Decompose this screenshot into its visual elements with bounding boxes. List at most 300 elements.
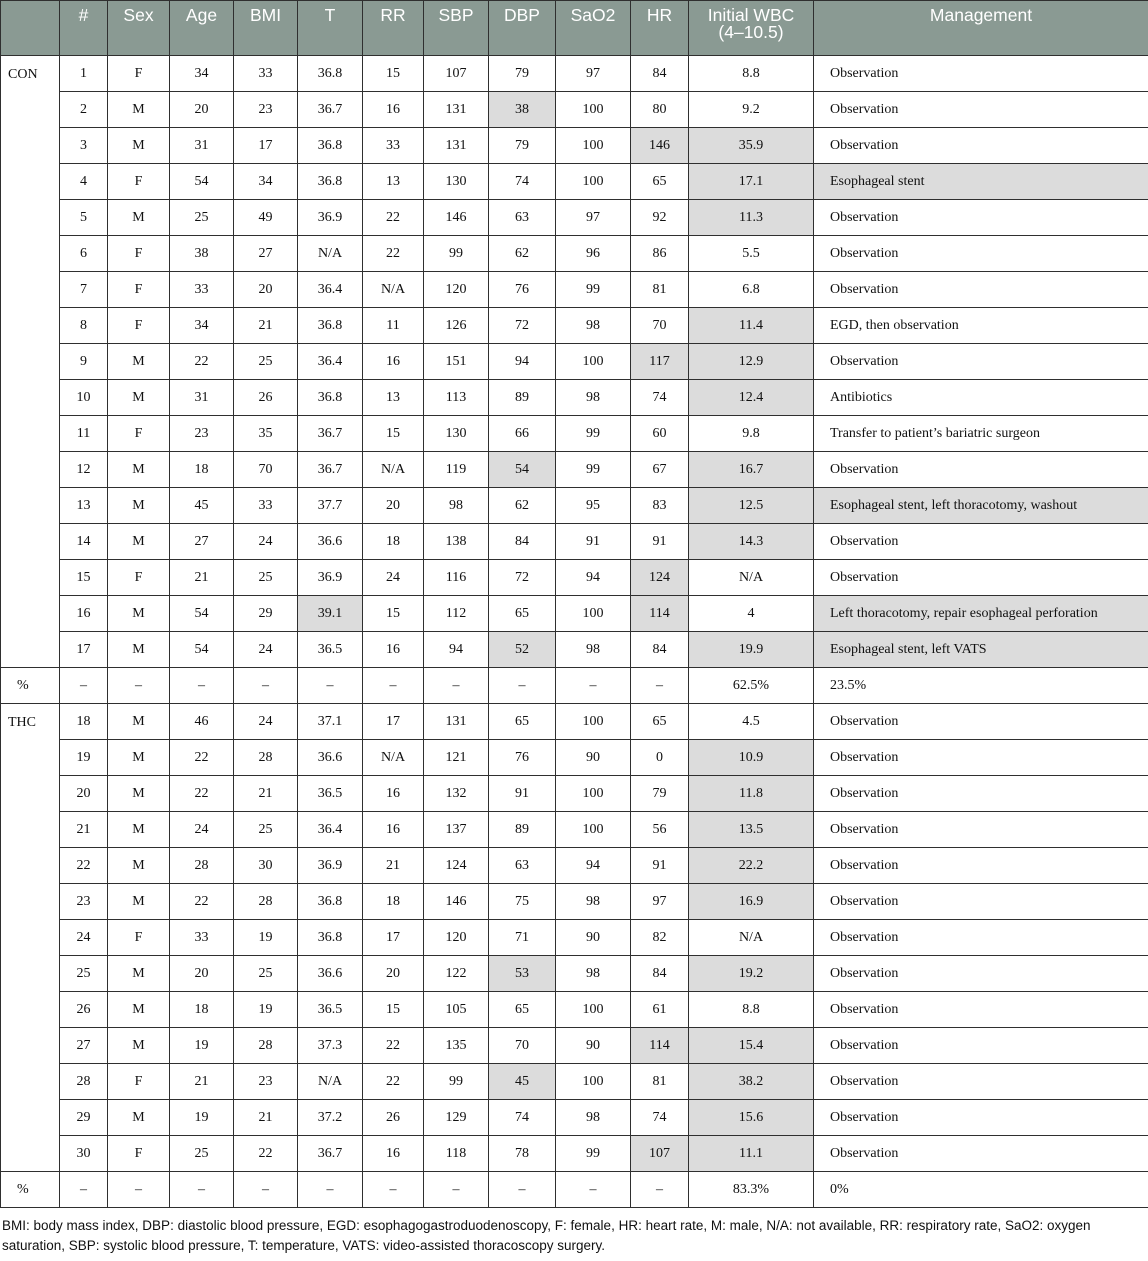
table-cell: 1 — [60, 56, 108, 92]
table-cell: 3 — [60, 128, 108, 164]
table-cell: 29 — [234, 596, 298, 632]
table-cell: 2 — [60, 92, 108, 128]
table-cell: 36.4 — [298, 272, 363, 308]
table-cell: 11.1 — [689, 1136, 814, 1172]
management-cell: Observation — [814, 272, 1148, 308]
table-cell: 31 — [170, 380, 234, 416]
table-cell: F — [108, 560, 170, 596]
table-cell: 17 — [234, 128, 298, 164]
table-cell: 11 — [60, 416, 108, 452]
table-cell: 76 — [489, 740, 556, 776]
table-row — [1, 812, 1148, 848]
table-cell: 36.5 — [298, 992, 363, 1028]
table-cell: 12.4 — [689, 380, 814, 416]
table-cell: 27 — [170, 524, 234, 560]
percent-cell: – — [108, 1172, 170, 1208]
table-cell: 20 — [363, 956, 424, 992]
table-cell: 22 — [363, 1028, 424, 1064]
table-row — [1, 1100, 1148, 1136]
table-cell: F — [108, 1136, 170, 1172]
percent-cell: – — [556, 668, 631, 704]
table-cell: 36.8 — [298, 884, 363, 920]
table-cell: 15 — [363, 992, 424, 1028]
table-cell: 90 — [556, 1028, 631, 1064]
table-cell: 65 — [489, 596, 556, 632]
table-cell: 19 — [234, 920, 298, 956]
table-cell: 46 — [170, 704, 234, 740]
table-cell: 121 — [424, 740, 489, 776]
percent-row — [1, 668, 1148, 704]
table-cell: 54 — [170, 632, 234, 668]
table-cell: 25 — [234, 344, 298, 380]
table-cell: 20 — [234, 272, 298, 308]
table-cell: N/A — [689, 560, 814, 596]
table-cell: M — [108, 1028, 170, 1064]
percent-label: % — [1, 668, 60, 704]
table-cell: 100 — [556, 344, 631, 380]
column-header: Initial WBC (4–10.5) — [689, 1, 814, 56]
table-cell: F — [108, 164, 170, 200]
table-cell: 33 — [234, 488, 298, 524]
table-cell: 33 — [170, 272, 234, 308]
table-cell: 23 — [170, 416, 234, 452]
table-cell: 38 — [170, 236, 234, 272]
table-cell: 117 — [631, 344, 689, 380]
table-cell: 4.5 — [689, 704, 814, 740]
table-cell: 36.5 — [298, 776, 363, 812]
table-cell: 28 — [234, 884, 298, 920]
table-cell: 124 — [631, 560, 689, 596]
group-label: THC — [1, 704, 60, 1172]
table-cell: 12.5 — [689, 488, 814, 524]
table-cell: 22 — [234, 1136, 298, 1172]
table-cell: 25 — [170, 1136, 234, 1172]
table-cell: 60 — [631, 416, 689, 452]
percent-cell: 0% — [814, 1172, 1148, 1208]
table-cell: 98 — [556, 308, 631, 344]
table-cell: 100 — [556, 812, 631, 848]
table-cell: 9.2 — [689, 92, 814, 128]
table-row — [1, 92, 1148, 128]
management-cell: Observation — [814, 56, 1148, 92]
management-cell: Observation — [814, 812, 1148, 848]
table-cell: M — [108, 956, 170, 992]
table-cell: 27 — [234, 236, 298, 272]
percent-cell: – — [60, 1172, 108, 1208]
percent-cell: – — [489, 1172, 556, 1208]
table-cell: 9.8 — [689, 416, 814, 452]
table-cell: M — [108, 488, 170, 524]
table-cell: 91 — [556, 524, 631, 560]
table-cell: 21 — [234, 1100, 298, 1136]
table-cell: 29 — [60, 1100, 108, 1136]
table-cell: 122 — [424, 956, 489, 992]
table-cell: 65 — [489, 992, 556, 1028]
table-cell: 26 — [363, 1100, 424, 1136]
table-cell: 36.8 — [298, 164, 363, 200]
table-cell: 100 — [556, 992, 631, 1028]
table-cell: 146 — [631, 128, 689, 164]
table-row — [1, 632, 1148, 668]
column-header — [1, 1, 60, 56]
table-cell: 23 — [234, 92, 298, 128]
table-cell: 54 — [170, 596, 234, 632]
table-cell: 0 — [631, 740, 689, 776]
table-cell: 16 — [363, 776, 424, 812]
table-cell: 131 — [424, 128, 489, 164]
table-cell: 8 — [60, 308, 108, 344]
table-cell: M — [108, 92, 170, 128]
table-cell: 25 — [170, 200, 234, 236]
table-cell: 13 — [363, 380, 424, 416]
table-cell: 18 — [60, 704, 108, 740]
table-cell: 74 — [631, 380, 689, 416]
table-cell: 63 — [489, 200, 556, 236]
table-cell: 23 — [60, 884, 108, 920]
management-cell: Observation — [814, 200, 1148, 236]
table-cell: 36.6 — [298, 524, 363, 560]
table-cell: 53 — [489, 956, 556, 992]
table-cell: 98 — [556, 632, 631, 668]
table-cell: 67 — [631, 452, 689, 488]
table-cell: M — [108, 452, 170, 488]
table-cell: 89 — [489, 812, 556, 848]
table-row — [1, 704, 1148, 740]
table-cell: M — [108, 776, 170, 812]
table-row — [1, 596, 1148, 632]
table-cell: M — [108, 992, 170, 1028]
table-cell: 36.7 — [298, 1136, 363, 1172]
table-cell: 119 — [424, 452, 489, 488]
table-cell: 16 — [363, 344, 424, 380]
table-cell: 54 — [489, 452, 556, 488]
table-cell: 22 — [170, 344, 234, 380]
table-cell: 34 — [170, 308, 234, 344]
table-cell: M — [108, 200, 170, 236]
table-cell: 151 — [424, 344, 489, 380]
management-cell: Observation — [814, 1100, 1148, 1136]
table-row — [1, 56, 1148, 92]
management-cell: Observation — [814, 524, 1148, 560]
table-cell: 90 — [556, 920, 631, 956]
table-cell: 137 — [424, 812, 489, 848]
table-cell: 91 — [631, 848, 689, 884]
table-cell: 34 — [234, 164, 298, 200]
percent-cell: 23.5% — [814, 668, 1148, 704]
table-cell: 5.5 — [689, 236, 814, 272]
percent-cell: – — [298, 1172, 363, 1208]
table-cell: 81 — [631, 272, 689, 308]
table-cell: 80 — [631, 92, 689, 128]
management-cell: Observation — [814, 848, 1148, 884]
table-cell: 19.9 — [689, 632, 814, 668]
table-cell: 131 — [424, 704, 489, 740]
management-cell: Esophageal stent, left VATS — [814, 632, 1148, 668]
table-cell: 13.5 — [689, 812, 814, 848]
percent-cell: – — [234, 668, 298, 704]
table-cell: 83 — [631, 488, 689, 524]
management-cell: Observation — [814, 920, 1148, 956]
table-cell: 72 — [489, 308, 556, 344]
table-cell: 27 — [60, 1028, 108, 1064]
table-cell: M — [108, 1100, 170, 1136]
table-cell: 23 — [234, 1064, 298, 1100]
table-cell: 21 — [234, 776, 298, 812]
table-cell: 15.6 — [689, 1100, 814, 1136]
table-body — [1, 56, 1148, 1208]
table-cell: 22 — [170, 776, 234, 812]
percent-label: % — [1, 1172, 60, 1208]
table-cell: 20 — [363, 488, 424, 524]
table-cell: 146 — [424, 884, 489, 920]
table-cell: 113 — [424, 380, 489, 416]
table-cell: 132 — [424, 776, 489, 812]
table-cell: 49 — [234, 200, 298, 236]
table-cell: 92 — [631, 200, 689, 236]
table-cell: 54 — [170, 164, 234, 200]
table-cell: 98 — [556, 1100, 631, 1136]
table-cell: F — [108, 1064, 170, 1100]
table-cell: 21 — [234, 308, 298, 344]
table-cell: 81 — [631, 1064, 689, 1100]
column-header: SaO2 — [556, 1, 631, 56]
table-cell: 97 — [631, 884, 689, 920]
table-cell: 36.6 — [298, 956, 363, 992]
table-cell: 15 — [363, 56, 424, 92]
table-cell: 74 — [489, 164, 556, 200]
table-cell: 84 — [631, 632, 689, 668]
table-cell: M — [108, 632, 170, 668]
management-cell: Esophageal stent — [814, 164, 1148, 200]
table-row — [1, 1064, 1148, 1100]
table-cell: 22 — [170, 740, 234, 776]
management-cell: Observation — [814, 992, 1148, 1028]
table-cell: 16 — [363, 812, 424, 848]
table-row — [1, 1136, 1148, 1172]
table-row — [1, 956, 1148, 992]
percent-cell: – — [424, 668, 489, 704]
table-cell: 25 — [60, 956, 108, 992]
table-cell: 72 — [489, 560, 556, 596]
table-row — [1, 236, 1148, 272]
table-cell: 25 — [234, 956, 298, 992]
table-cell: 36.8 — [298, 920, 363, 956]
table-cell: 62 — [489, 488, 556, 524]
table-cell: 22 — [170, 884, 234, 920]
table-cell: M — [108, 596, 170, 632]
table-cell: 22 — [363, 1064, 424, 1100]
table-row — [1, 560, 1148, 596]
table-cell: 36.4 — [298, 812, 363, 848]
table-cell: 19 — [170, 1028, 234, 1064]
table-cell: 18 — [363, 884, 424, 920]
table-cell: 37.1 — [298, 704, 363, 740]
table-cell: 98 — [424, 488, 489, 524]
table-cell: 5 — [60, 200, 108, 236]
percent-cell: – — [631, 1172, 689, 1208]
table-cell: N/A — [689, 920, 814, 956]
table-cell: 24 — [234, 704, 298, 740]
table-cell: 24 — [234, 524, 298, 560]
table-cell: 20 — [170, 92, 234, 128]
table-cell: 20 — [170, 956, 234, 992]
table-cell: 78 — [489, 1136, 556, 1172]
table-row — [1, 920, 1148, 956]
table-cell: 36.8 — [298, 380, 363, 416]
table-cell: 13 — [60, 488, 108, 524]
table-cell: 21 — [170, 1064, 234, 1100]
table-cell: M — [108, 884, 170, 920]
table-row — [1, 308, 1148, 344]
table-cell: 28 — [170, 848, 234, 884]
table-cell: M — [108, 128, 170, 164]
table-cell: 63 — [489, 848, 556, 884]
table-cell: 4 — [60, 164, 108, 200]
table-cell: 16 — [363, 1136, 424, 1172]
table-cell: 25 — [234, 812, 298, 848]
table-cell: 18 — [363, 524, 424, 560]
table-cell: 34 — [170, 56, 234, 92]
table-cell: 120 — [424, 920, 489, 956]
table-cell: 130 — [424, 164, 489, 200]
column-header: Sex — [108, 1, 170, 56]
table-cell: 65 — [489, 704, 556, 740]
table-cell: 100 — [556, 1064, 631, 1100]
percent-cell: – — [234, 1172, 298, 1208]
table-cell: 38 — [489, 92, 556, 128]
table-row — [1, 1028, 1148, 1064]
table-cell: 28 — [234, 1028, 298, 1064]
table-cell: 91 — [631, 524, 689, 560]
table-cell: 19 — [234, 992, 298, 1028]
table-cell: F — [108, 56, 170, 92]
management-cell: Observation — [814, 344, 1148, 380]
table-row — [1, 416, 1148, 452]
column-header: Management — [814, 1, 1148, 56]
table-cell: 118 — [424, 1136, 489, 1172]
table-cell: 37.2 — [298, 1100, 363, 1136]
table-cell: 6.8 — [689, 272, 814, 308]
table-cell: 36.8 — [298, 128, 363, 164]
table-cell: 97 — [556, 200, 631, 236]
table-cell: 114 — [631, 1028, 689, 1064]
table-cell: N/A — [298, 236, 363, 272]
table-row — [1, 380, 1148, 416]
table-row — [1, 884, 1148, 920]
table-cell: 30 — [234, 848, 298, 884]
table-cell: 82 — [631, 920, 689, 956]
table-cell: 107 — [631, 1136, 689, 1172]
table-cell: 56 — [631, 812, 689, 848]
table-cell: 22.2 — [689, 848, 814, 884]
table-cell: 124 — [424, 848, 489, 884]
management-cell: Observation — [814, 560, 1148, 596]
table-cell: F — [108, 416, 170, 452]
table-cell: 12 — [60, 452, 108, 488]
table-cell: 21 — [60, 812, 108, 848]
column-header: DBP — [489, 1, 556, 56]
table-cell: 79 — [489, 128, 556, 164]
table-cell: M — [108, 848, 170, 884]
table-cell: 84 — [489, 524, 556, 560]
table-cell: 99 — [556, 1136, 631, 1172]
table-cell: 10.9 — [689, 740, 814, 776]
table-cell: N/A — [363, 272, 424, 308]
table-cell: 18 — [170, 452, 234, 488]
percent-cell: – — [363, 1172, 424, 1208]
table-cell: 99 — [424, 236, 489, 272]
table-cell: 35 — [234, 416, 298, 452]
table-cell: 99 — [556, 416, 631, 452]
table-cell: 70 — [631, 308, 689, 344]
table-cell: 100 — [556, 92, 631, 128]
table-cell: 129 — [424, 1100, 489, 1136]
table-cell: M — [108, 812, 170, 848]
table-row — [1, 740, 1148, 776]
table-cell: N/A — [363, 740, 424, 776]
table-cell: F — [108, 308, 170, 344]
table-cell: M — [108, 524, 170, 560]
table-cell: 19 — [170, 1100, 234, 1136]
table-cell: 98 — [556, 884, 631, 920]
table-cell: 65 — [631, 164, 689, 200]
table-cell: 12.9 — [689, 344, 814, 380]
table-cell: M — [108, 704, 170, 740]
table-cell: 39.1 — [298, 596, 363, 632]
table-cell: 35.9 — [689, 128, 814, 164]
table-cell: 36.6 — [298, 740, 363, 776]
table-cell: 24 — [363, 560, 424, 596]
table-cell: 33 — [234, 56, 298, 92]
table-row — [1, 488, 1148, 524]
table-row — [1, 848, 1148, 884]
table-cell: 17 — [363, 920, 424, 956]
management-cell: EGD, then observation — [814, 308, 1148, 344]
table-cell: 31 — [170, 128, 234, 164]
table-cell: 21 — [363, 848, 424, 884]
table-cell: F — [108, 272, 170, 308]
table-cell: 130 — [424, 416, 489, 452]
table-cell: 21 — [170, 560, 234, 596]
header-row — [1, 1, 1148, 56]
percent-cell: – — [170, 668, 234, 704]
table-cell: 11.3 — [689, 200, 814, 236]
table-cell: 74 — [489, 1100, 556, 1136]
table-cell: 11.4 — [689, 308, 814, 344]
table-cell: 9 — [60, 344, 108, 380]
table-cell: 95 — [556, 488, 631, 524]
table-cell: 22 — [60, 848, 108, 884]
table-cell: N/A — [363, 452, 424, 488]
table-cell: 11 — [363, 308, 424, 344]
table-cell: 126 — [424, 308, 489, 344]
table-cell: 14 — [60, 524, 108, 560]
table-cell: 15 — [363, 416, 424, 452]
percent-cell: 83.3% — [689, 1172, 814, 1208]
table-cell: 36.5 — [298, 632, 363, 668]
table-cell: 11.8 — [689, 776, 814, 812]
column-header: T — [298, 1, 363, 56]
table-cell: 105 — [424, 992, 489, 1028]
table-cell: 30 — [60, 1136, 108, 1172]
table-cell: F — [108, 236, 170, 272]
table-row — [1, 452, 1148, 488]
table-cell: 89 — [489, 380, 556, 416]
table-cell: 36.4 — [298, 344, 363, 380]
table-cell: 52 — [489, 632, 556, 668]
table-footnote: BMI: body mass index, DBP: diastolic blood pressure, EGD: esophagogastroduodenoscopy, F: female, HR: heart rate, M: male, N/A: not available, RR: respiratory rate, SaO2: oxygen saturation, SBP: systolic blood pressure, T: temperature, VATS: video-assisted thoracoscopy surgery. — [2, 1218, 1091, 1253]
management-cell: Observation — [814, 884, 1148, 920]
